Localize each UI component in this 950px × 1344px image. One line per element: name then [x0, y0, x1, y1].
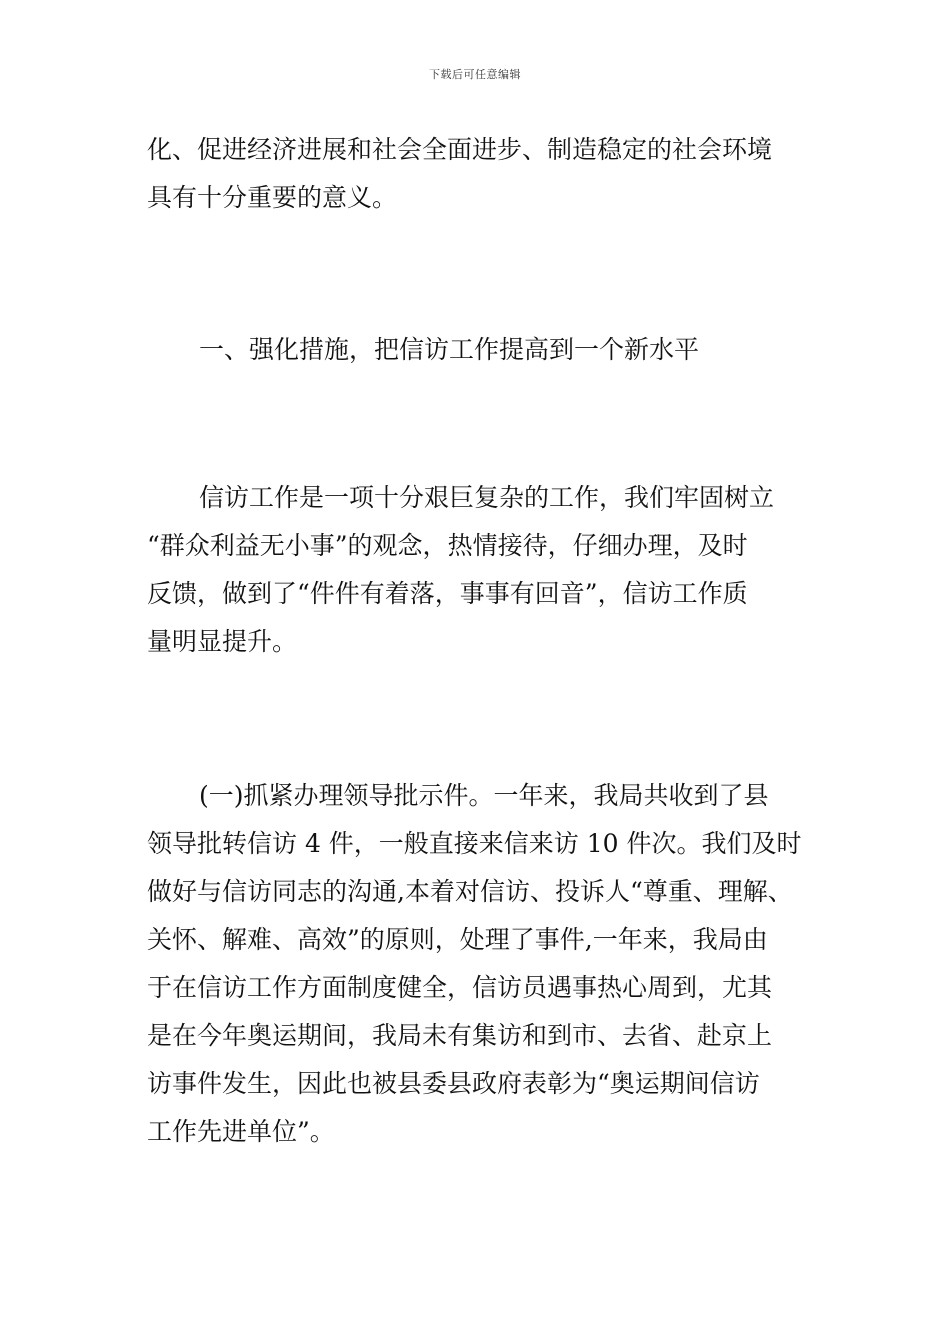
- paragraph-line: 化、促进经济进展和社会全面进步、制造稳定的社会环境: [147, 135, 773, 164]
- paragraph-line: 工作先进单位”。: [147, 1117, 335, 1146]
- section-heading: [147, 326, 837, 374]
- section-heading-text: 一、强化措施，把信访工作提高到一个新水平: [199, 335, 700, 364]
- paragraph-line: 反馈，做到了“件件有着落，事事有回音”，信访工作质: [147, 579, 748, 608]
- intro-paragraph: [147, 126, 837, 222]
- paragraph-line: 访事件发生，因此也被县委县政府表彰为“奥运期间信访: [147, 1069, 760, 1098]
- paragraph-line: 具有十分重要的意义。: [147, 183, 398, 212]
- paragraph-line: 做好与信访同志的沟通,本着对信访、投诉人“尊重、理解、: [147, 877, 793, 906]
- paragraph-line: 量明显提升。: [147, 627, 298, 656]
- paragraph-line: “群众利益无小事”的观念，热情接待，仔细办理，及时: [147, 531, 748, 560]
- header-note: 下载后可任意编辑: [429, 68, 521, 81]
- paragraph-line: 领导批转信访 4 件，一般直接来信来访 10 件次。我们及时: [147, 829, 802, 858]
- body-paragraph-2: [147, 772, 837, 1156]
- body-paragraph-1: [147, 474, 837, 666]
- paragraph-line: 信访工作是一项十分艰巨复杂的工作，我们牢固树立: [199, 483, 775, 512]
- paragraph-line: 是在今年奥运期间，我局未有集访和到市、去省、赴京上: [147, 1021, 773, 1050]
- paragraph-line: 于在信访工作方面制度健全，信访员遇事热心周到，尤其: [147, 973, 773, 1002]
- paragraph-line: (一)抓紧办理领导批示件。一年来，我局共收到了县: [199, 781, 769, 810]
- paragraph-line: 关怀、解难、高效”的原则，处理了事件,一年来，我局由: [147, 925, 768, 954]
